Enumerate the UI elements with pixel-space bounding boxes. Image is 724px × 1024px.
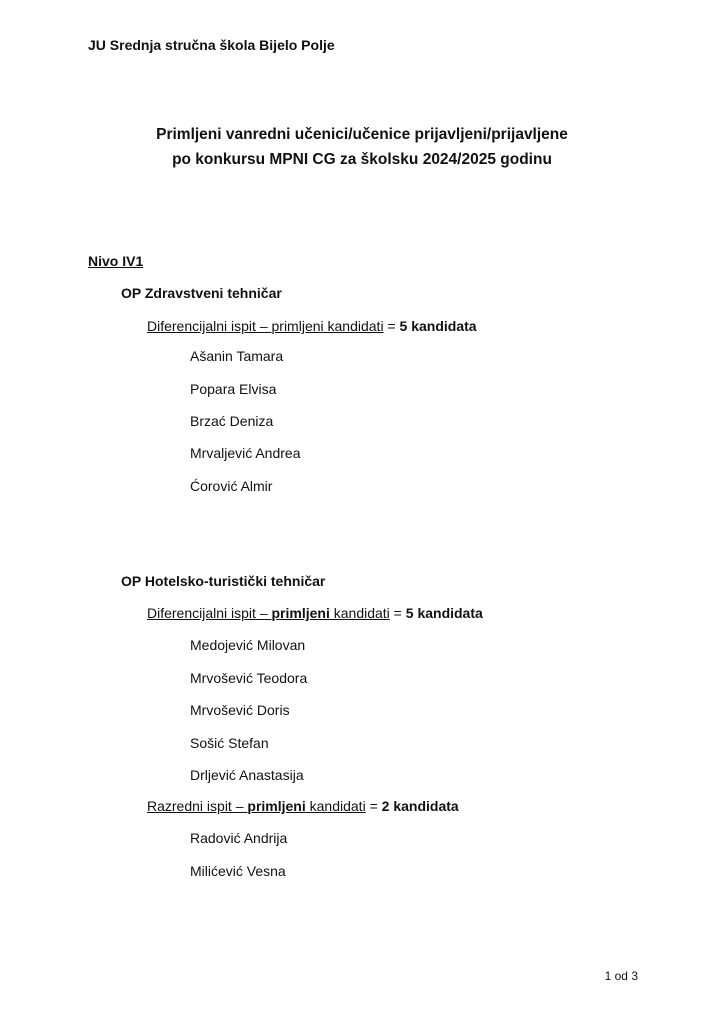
exam-equals: = [383, 318, 400, 334]
document-title-line-2: po konkursu MPNI CG za školsku 2024/2025 godinu [172, 151, 552, 168]
student-name: Mrvošević Doris [190, 702, 290, 718]
exam-equals: = [365, 798, 382, 814]
level-heading: Nivo IV1 [88, 253, 144, 269]
student-name: Radović Andrija [190, 830, 288, 846]
student-name: Mrvošević Teodora [190, 670, 308, 686]
exam-count: 5 kandidata [405, 605, 483, 621]
exam-type: Diferencijalni ispit – primljeni kandidati [147, 318, 384, 334]
student-name: Medojević Milovan [190, 637, 306, 653]
student-name: Sošić Stefan [190, 735, 269, 751]
exam-equals: = [389, 605, 406, 621]
exam-heading [147, 318, 477, 334]
exam-heading [147, 798, 459, 814]
exam-type: Diferencijalni ispit – primljeni kandidati [147, 605, 390, 621]
student-name: Ćorović Almir [190, 478, 273, 494]
student-name: Brzać Deniza [190, 413, 274, 429]
school-name: JU Srednja stručna škola Bijelo Polje [88, 37, 335, 53]
student-name: Mrvaljević Andrea [190, 445, 301, 461]
document-title-line-1: Primljeni vanredni učenici/učenice prijavljeni/prijavljene [156, 126, 568, 143]
student-name: Ašanin Tamara [190, 348, 284, 364]
student-name: Milićević Vesna [190, 863, 286, 879]
program-heading: OP Zdravstveni tehničar [121, 285, 282, 301]
student-name: Drljević Anastasija [190, 767, 304, 783]
exam-type: Razredni ispit – primljeni kandidati [147, 798, 366, 814]
exam-count: 2 kandidata [381, 798, 459, 814]
exam-heading [147, 605, 483, 621]
page-number: 1 od 3 [604, 969, 638, 983]
exam-count: 5 kandidata [399, 318, 477, 334]
student-name: Popara Elvisa [190, 381, 277, 397]
program-heading: OP Hotelsko-turistički tehničar [121, 573, 326, 589]
